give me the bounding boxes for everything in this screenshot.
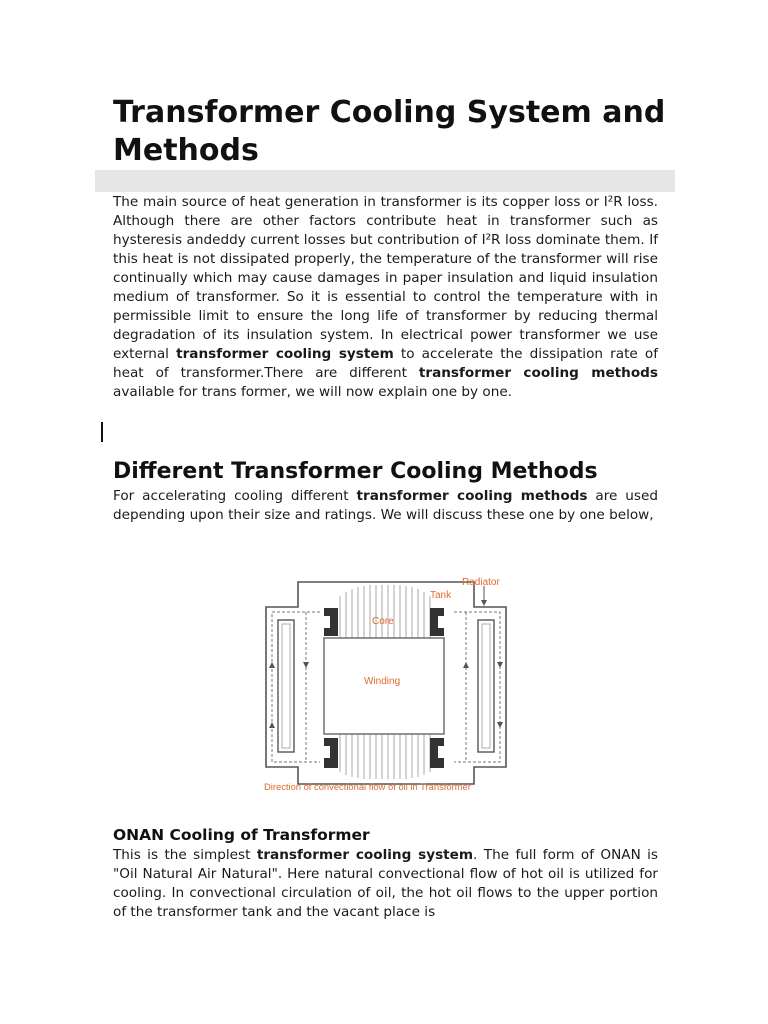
section-intro-paragraph bbox=[113, 487, 658, 525]
onan-bold-1: transformer cooling system bbox=[256, 847, 474, 863]
label-core: Core bbox=[372, 616, 394, 627]
left-oil-flow-loop bbox=[272, 612, 320, 762]
text-cursor bbox=[101, 422, 103, 442]
page-title: Transformer Cooling System and Methods bbox=[113, 95, 666, 168]
core-laminations-bottom bbox=[340, 732, 430, 779]
label-winding: Winding bbox=[364, 676, 401, 687]
intro-paragraph bbox=[113, 193, 658, 402]
core-clamp-top-left bbox=[324, 608, 338, 636]
core-laminations-top bbox=[340, 585, 430, 642]
core-clamp-top-right bbox=[430, 608, 444, 636]
transformer-cooling-diagram bbox=[258, 572, 514, 794]
figure-caption: Direction of convectional flow of oil in Transformer bbox=[264, 781, 471, 792]
label-radiator: Radiator bbox=[462, 577, 500, 588]
right-oil-flow-loop bbox=[454, 612, 500, 762]
section-text-1: For accelerating cooling different bbox=[113, 488, 357, 504]
right-radiator bbox=[478, 620, 494, 752]
core-clamp-bottom-left bbox=[324, 738, 338, 768]
title-underline-band bbox=[95, 170, 675, 192]
intro-text-3: available for trans former, we will now explain one by one. bbox=[113, 384, 513, 400]
left-radiator bbox=[278, 620, 294, 752]
section-heading: Different Transformer Cooling Methods bbox=[113, 459, 598, 484]
label-tank: Tank bbox=[430, 590, 452, 601]
intro-text-1: The main source of heat generation in transformer is its copper loss or I²R loss. Although there are other factors contribute heat in transformer such as hysteresis andeddy current losses but contribution of I²R loss dominate them. If this heat is not dissipated properly, the temperature of the transformer will rise continually which may cause damages in paper insulation and liquid insulation medium of transformer. So it is essential to control the temperature with in permissible limit to ensure the long life of transformer by reducing thermal degradation of its insulation system. In electrical power transformer we use external bbox=[113, 194, 658, 362]
intro-bold-2: transformer cooling methods bbox=[418, 365, 658, 381]
section-text-2: are used depending upon their size and ratings. We will discuss these one by one below, bbox=[113, 488, 658, 523]
core-clamp-bottom-right bbox=[430, 738, 444, 768]
intro-text-2: to accelerate the dissipation rate of heat of transformer.There are different bbox=[113, 346, 658, 381]
intro-bold-1: transformer cooling system bbox=[176, 346, 394, 362]
onan-text-2: . The full form of ONAN is "Oil Natural Air Natural". Here natural convectional flow of hot oil is utilized for cooling. In convectional circulation of oil, the hot oil flows to the upper portion of the transformer tank and the vacant place is bbox=[113, 847, 659, 920]
onan-text-1: This is the simplest bbox=[113, 847, 257, 863]
onan-heading: ONAN Cooling of Transformer bbox=[113, 826, 370, 844]
onan-paragraph bbox=[113, 846, 658, 922]
section-bold-1: transformer cooling methods bbox=[356, 488, 588, 504]
